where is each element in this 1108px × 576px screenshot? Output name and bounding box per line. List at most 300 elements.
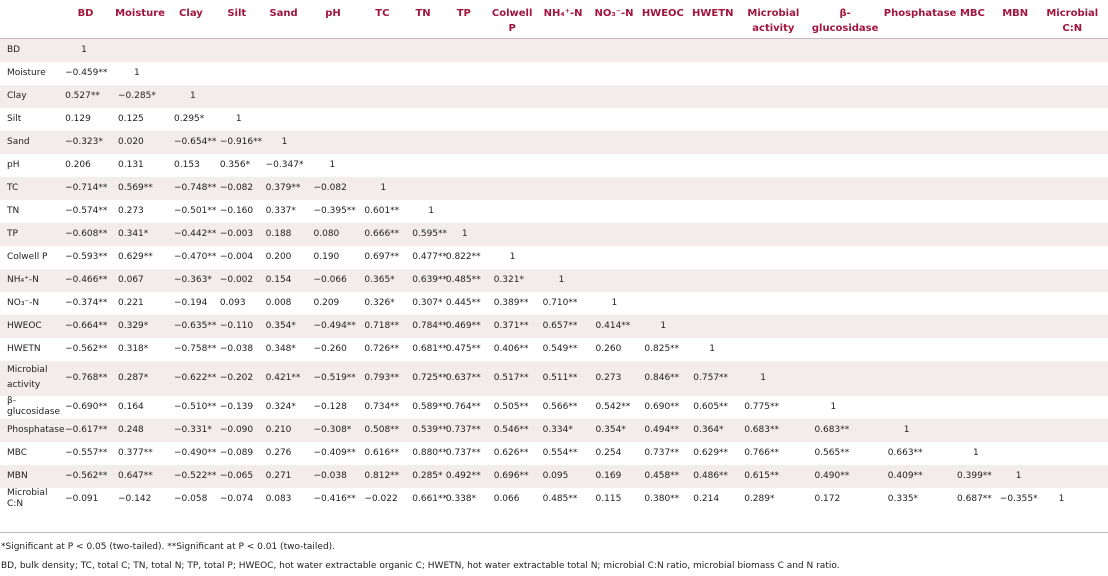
column-header: BD — [77, 8, 94, 19]
table-cell — [687, 223, 738, 246]
table-cell — [1037, 246, 1108, 269]
table-cell: −0.142 — [118, 493, 152, 504]
table-cell — [214, 38, 260, 62]
table-cell — [638, 223, 687, 246]
table-cell — [168, 38, 214, 62]
table-cell: −0.459** — [65, 67, 108, 78]
table-cell: 0.335* — [887, 493, 919, 504]
table-cell — [358, 62, 406, 85]
table-cell — [358, 108, 406, 131]
table-cell — [590, 269, 639, 292]
table-cell: 0.129 — [65, 113, 91, 124]
table-cell — [260, 62, 308, 85]
table-footnotes — [0, 532, 1108, 576]
table-cell: 0.549** — [542, 343, 578, 354]
table-cell: −0.110 — [219, 320, 254, 331]
table-cell — [808, 131, 881, 154]
table-cell: −0.308* — [313, 424, 352, 435]
table-cell — [638, 177, 687, 200]
table-cell: 0.254 — [595, 447, 622, 458]
table-cell — [738, 269, 808, 292]
table-cell: 0.605** — [693, 401, 729, 412]
table-cell — [214, 85, 260, 108]
row-label: Microbial activity — [7, 365, 48, 390]
table-cell — [638, 85, 687, 108]
table-cell: 0.687** — [957, 493, 992, 504]
table-cell: −0.091 — [65, 493, 99, 504]
row-label: Clay — [7, 90, 27, 101]
table-cell: 0.169 — [595, 470, 622, 481]
table-cell: 0.276 — [265, 447, 292, 458]
table-cell: 0.326* — [364, 297, 395, 308]
table-cell — [882, 108, 951, 131]
table-cell — [738, 315, 808, 338]
significance-note: *Significant at P < 0.05 (two-tailed). **Significant at P < 0.01 (two-tailed). — [1, 542, 336, 552]
table-cell: 0.295* — [174, 113, 205, 124]
table-cell — [1037, 62, 1108, 85]
column-header: TN — [415, 8, 431, 19]
column-header: pH — [325, 8, 341, 19]
table-cell — [687, 200, 738, 223]
table-cell: −0.916** — [219, 136, 263, 147]
table-cell: 0.657** — [542, 320, 578, 331]
column-header: Phosphatase — [883, 8, 957, 19]
table-cell — [308, 85, 359, 108]
header-corner — [0, 0, 59, 38]
row-label: NH₄⁺-N — [7, 274, 39, 285]
table-cell: 0.307* — [412, 297, 443, 308]
table-cell: 0.131 — [118, 159, 144, 170]
table-cell — [308, 131, 359, 154]
table-cell — [738, 131, 808, 154]
table-cell — [590, 38, 639, 62]
table-row — [0, 246, 1108, 269]
table-cell: 0.511** — [542, 372, 578, 383]
table-cell: 1 — [1058, 493, 1065, 504]
table-cell: 0.289* — [744, 493, 775, 504]
row-label: pH — [7, 159, 20, 170]
table-cell: −0.202 — [219, 372, 254, 383]
table-cell: 0.115 — [595, 493, 622, 504]
table-cell: 0.377** — [118, 447, 153, 458]
column-header: TP — [456, 8, 471, 19]
column-header: Microbial activity — [747, 8, 800, 34]
table-cell: 0.527** — [65, 90, 100, 101]
table-cell — [738, 38, 808, 62]
table-cell — [590, 246, 639, 269]
table-cell: 0.542** — [595, 401, 631, 412]
table-cell: 0.485** — [445, 274, 481, 285]
table-cell — [951, 361, 994, 396]
table-cell: 0.095 — [542, 470, 569, 481]
table-cell — [590, 108, 639, 131]
table-cell: 1 — [973, 447, 979, 458]
table-cell — [1037, 131, 1108, 154]
table-cell — [590, 85, 639, 108]
table-cell — [994, 338, 1037, 361]
table-cell — [590, 200, 639, 223]
table-cell: −0.562** — [65, 343, 108, 354]
table-cell: 1 — [830, 401, 837, 412]
table-cell — [994, 315, 1037, 338]
table-cell — [808, 246, 881, 269]
table-cell: 1 — [611, 297, 618, 308]
table-row — [0, 315, 1108, 338]
table-cell — [488, 85, 537, 108]
table-cell: −0.622** — [174, 372, 217, 383]
table-cell — [1037, 177, 1108, 200]
table-cell — [638, 62, 687, 85]
table-row — [0, 177, 1108, 200]
table-cell: −0.562** — [65, 470, 108, 481]
table-cell: 0.661** — [412, 493, 448, 504]
table-cell: 0.812** — [364, 470, 400, 481]
table-cell: −0.690** — [65, 401, 108, 412]
table-cell — [994, 442, 1037, 465]
table-cell — [951, 269, 994, 292]
table-cell — [882, 154, 951, 177]
table-cell — [687, 108, 738, 131]
table-cell — [638, 292, 687, 315]
table-cell — [808, 269, 881, 292]
table-row — [0, 154, 1108, 177]
table-cell — [882, 396, 951, 419]
table-cell: 0.595** — [412, 228, 448, 239]
table-cell — [308, 38, 359, 62]
table-cell — [808, 62, 881, 85]
table-cell: −0.654** — [174, 136, 217, 147]
table-cell: −0.519** — [313, 372, 356, 383]
table-cell — [112, 38, 168, 62]
table-cell — [738, 154, 808, 177]
table-cell: −0.442** — [174, 228, 217, 239]
row-label: TP — [7, 228, 18, 239]
table-cell — [1037, 361, 1108, 396]
table-cell: 0.445** — [445, 297, 481, 308]
table-cell — [687, 62, 738, 85]
table-cell: −0.065 — [219, 470, 254, 481]
table-cell — [738, 246, 808, 269]
table-row — [0, 488, 1108, 511]
table-cell: 0.784** — [412, 320, 448, 331]
table-cell: −0.038 — [313, 470, 347, 481]
row-label: Microbial C:N — [7, 488, 48, 509]
table-cell: 0.321* — [493, 274, 524, 285]
table-cell: 0.210 — [265, 424, 292, 435]
table-cell: 0.334* — [542, 424, 573, 435]
table-cell: 0.324* — [265, 401, 296, 412]
table-cell: −0.090 — [219, 424, 254, 435]
table-cell — [994, 292, 1037, 315]
table-cell — [951, 131, 994, 154]
table-cell: 0.683** — [744, 424, 779, 435]
table-cell — [638, 131, 687, 154]
row-label: MBC — [7, 447, 28, 458]
row-label: Phosphatase — [7, 424, 65, 435]
table-cell — [994, 131, 1037, 154]
table-cell — [687, 38, 738, 62]
column-header: MBC — [959, 8, 985, 19]
table-cell: 0.793** — [364, 372, 400, 383]
table-cell: 0.348* — [265, 343, 296, 354]
table-cell: 1 — [660, 320, 667, 331]
table-cell: 0.260 — [595, 343, 622, 354]
table-cell — [994, 269, 1037, 292]
table-cell: 0.020 — [118, 136, 144, 147]
table-cell: −0.003 — [219, 228, 254, 239]
table-cell — [638, 200, 687, 223]
table-cell — [406, 85, 440, 108]
table-cell — [214, 62, 260, 85]
table-cell — [406, 131, 440, 154]
table-cell: 0.757** — [693, 372, 729, 383]
table-cell — [687, 131, 738, 154]
table-cell: 0.485** — [542, 493, 578, 504]
table-cell — [738, 200, 808, 223]
table-cell: −0.139 — [219, 401, 254, 412]
table-cell — [590, 131, 639, 154]
table-cell: −0.363* — [174, 274, 212, 285]
table-cell — [882, 315, 951, 338]
table-cell: 0.725** — [412, 372, 448, 383]
table-cell: −0.038 — [219, 343, 254, 354]
table-cell: 0.775** — [744, 401, 779, 412]
table-row — [0, 361, 1108, 396]
table-row — [0, 338, 1108, 361]
table-cell — [537, 154, 590, 177]
table-cell: 0.710** — [542, 297, 578, 308]
table-cell — [1037, 200, 1108, 223]
table-row — [0, 85, 1108, 108]
table-row — [0, 442, 1108, 465]
table-cell: −0.470** — [174, 251, 217, 262]
table-cell: 0.505** — [493, 401, 529, 412]
table-cell — [440, 177, 488, 200]
table-cell — [1037, 108, 1108, 131]
table-cell — [882, 131, 951, 154]
table-cell — [440, 85, 488, 108]
column-header: HWETN — [692, 8, 734, 19]
table-cell: 1 — [760, 372, 766, 383]
table-cell: 0.341* — [118, 228, 149, 239]
table-cell: 1 — [903, 424, 910, 435]
table-cell: 0.766** — [744, 447, 779, 458]
table-cell: 0.380** — [644, 493, 680, 504]
table-cell: 0.093 — [219, 297, 246, 308]
table-cell: −0.160 — [219, 205, 254, 216]
table-cell: 0.214 — [693, 493, 720, 504]
table-cell — [882, 292, 951, 315]
table-cell: 0.822** — [445, 251, 481, 262]
table-cell: 0.647** — [118, 470, 153, 481]
table-cell — [951, 396, 994, 419]
table-cell: 0.737** — [445, 424, 481, 435]
table-cell: −0.089 — [219, 447, 254, 458]
table-cell: 0.734** — [364, 401, 400, 412]
table-cell — [951, 154, 994, 177]
table-cell: 0.066 — [493, 493, 520, 504]
table-cell: 0.338* — [445, 493, 477, 504]
table-cell: 0.726** — [364, 343, 400, 354]
table-cell — [590, 154, 639, 177]
table-cell — [488, 200, 537, 223]
table-cell — [260, 85, 308, 108]
table-cell — [488, 154, 537, 177]
table-cell: 0.690** — [644, 401, 680, 412]
row-label: β-glucosidase — [7, 396, 61, 417]
table-cell: −0.128 — [313, 401, 347, 412]
table-header — [0, 0, 1108, 38]
table-cell: −0.331* — [174, 424, 212, 435]
table-cell — [260, 38, 308, 62]
row-label: Sand — [7, 136, 30, 147]
row-label: HWETN — [7, 343, 41, 354]
table-cell — [537, 200, 590, 223]
table-cell: 0.663** — [887, 447, 923, 458]
table-cell: −0.082 — [313, 182, 347, 193]
table-cell — [808, 85, 881, 108]
table-cell: 0.329* — [118, 320, 149, 331]
table-cell: −0.768** — [65, 372, 108, 383]
row-label: TN — [7, 205, 20, 216]
table-cell: −0.635** — [174, 320, 217, 331]
table-cell: −0.593** — [65, 251, 108, 262]
table-row — [0, 465, 1108, 488]
table-cell — [1037, 315, 1108, 338]
table-cell: 0.421** — [265, 372, 301, 383]
table-cell — [808, 338, 881, 361]
table-body — [0, 38, 1108, 511]
table-cell: 0.248 — [118, 424, 144, 435]
table-cell: −0.004 — [219, 251, 254, 262]
table-cell: 0.337* — [265, 205, 296, 216]
table-cell — [358, 38, 406, 62]
table-cell — [168, 62, 214, 85]
table-row — [0, 223, 1108, 246]
table-cell — [687, 292, 738, 315]
table-cell: 1 — [281, 136, 288, 147]
table-cell — [951, 292, 994, 315]
table-cell — [440, 62, 488, 85]
table-cell — [406, 38, 440, 62]
table-cell: −0.347* — [265, 159, 304, 170]
column-header: β-glucosidase — [811, 8, 879, 34]
table-cell — [260, 108, 308, 131]
table-cell — [537, 246, 590, 269]
table-cell: 1 — [380, 182, 387, 193]
column-header: Moisture — [115, 8, 165, 19]
table-cell — [808, 292, 881, 315]
row-label: Moisture — [7, 67, 46, 78]
table-cell: −0.323* — [65, 136, 103, 147]
table-cell: −0.466** — [65, 274, 108, 285]
table-cell — [994, 154, 1037, 177]
table-cell: 0.200 — [265, 251, 292, 262]
column-header: NH₄⁺-N — [543, 8, 583, 19]
table-cell — [537, 62, 590, 85]
table-cell — [951, 200, 994, 223]
table-cell — [687, 177, 738, 200]
table-cell: 0.566** — [542, 401, 578, 412]
table-cell: −0.617** — [65, 424, 108, 435]
table-cell: 0.615** — [744, 470, 779, 481]
table-cell: 0.637** — [445, 372, 481, 383]
table-cell: −0.490** — [174, 447, 217, 458]
table-cell — [440, 200, 488, 223]
table-cell — [1037, 292, 1108, 315]
table-cell — [488, 38, 537, 62]
table-cell: 0.639** — [412, 274, 448, 285]
table-cell: 0.681** — [412, 343, 448, 354]
table-cell: 0.737** — [644, 447, 680, 458]
table-cell — [537, 85, 590, 108]
table-cell: 0.697** — [364, 251, 400, 262]
table-cell — [687, 154, 738, 177]
table-cell — [951, 177, 994, 200]
table-cell: 1 — [81, 44, 87, 55]
table-cell: 1 — [428, 205, 434, 216]
row-label: TC — [7, 182, 19, 193]
table-cell — [882, 200, 951, 223]
table-cell — [738, 177, 808, 200]
table-cell: 0.399** — [957, 470, 992, 481]
table-cell: −0.574** — [65, 205, 108, 216]
table-cell: −0.285* — [118, 90, 156, 101]
table-cell — [1037, 396, 1108, 419]
table-cell: 0.083 — [265, 493, 292, 504]
table-cell — [638, 246, 687, 269]
table-row — [0, 38, 1108, 62]
table-cell — [882, 361, 951, 396]
table-cell: 0.490** — [814, 470, 850, 481]
table-cell: 0.565** — [814, 447, 850, 458]
table-cell — [1037, 38, 1108, 62]
table-cell — [440, 108, 488, 131]
table-cell: 0.569** — [118, 182, 153, 193]
table-cell — [687, 246, 738, 269]
table-cell — [537, 223, 590, 246]
column-header: Sand — [269, 8, 298, 19]
table-cell: 0.539** — [412, 424, 448, 435]
table-cell — [537, 131, 590, 154]
table-row — [0, 292, 1108, 315]
table-cell — [994, 396, 1037, 419]
table-cell — [808, 361, 881, 396]
table-cell — [951, 62, 994, 85]
table-cell — [537, 38, 590, 62]
table-cell — [537, 177, 590, 200]
table-cell: −0.022 — [364, 493, 398, 504]
table-cell: 0.354* — [595, 424, 626, 435]
table-cell: 0.880** — [412, 447, 448, 458]
row-label: HWEOC — [7, 320, 42, 331]
table-cell: 0.554** — [542, 447, 578, 458]
column-header: TC — [375, 8, 390, 19]
table-cell: −0.758** — [174, 343, 217, 354]
table-cell — [537, 108, 590, 131]
table-cell — [951, 223, 994, 246]
table-cell — [1037, 223, 1108, 246]
table-cell — [488, 131, 537, 154]
table-cell: 0.666** — [364, 228, 400, 239]
table-cell: 1 — [1015, 470, 1022, 481]
table-cell: 0.477** — [412, 251, 448, 262]
table-cell — [406, 177, 440, 200]
table-cell: 0.389** — [493, 297, 529, 308]
table-cell — [590, 62, 639, 85]
table-cell — [882, 338, 951, 361]
table-row — [0, 396, 1108, 419]
